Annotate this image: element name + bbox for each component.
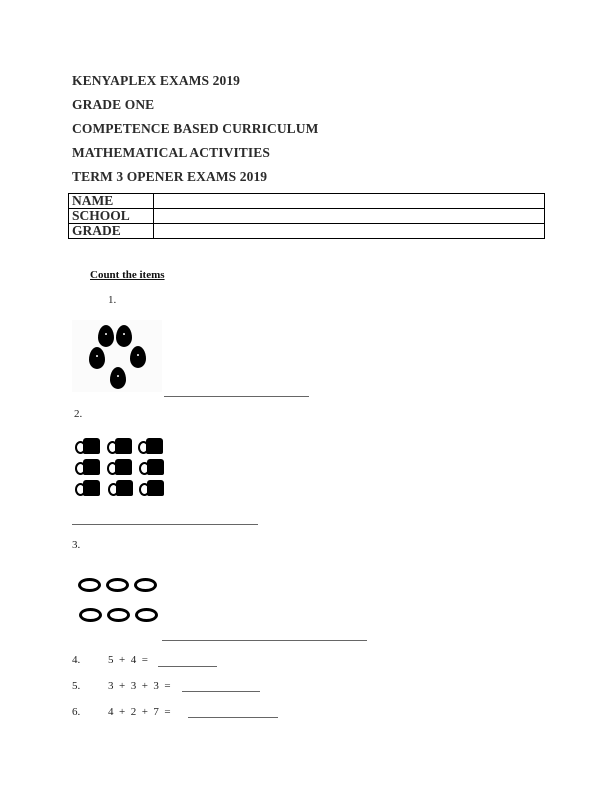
term-heading: TERM 3 OPENER EXAMS 2019 xyxy=(72,169,268,184)
mug-icon xyxy=(138,438,165,454)
question-2-answer-line[interactable] xyxy=(72,524,258,525)
grade-field[interactable] xyxy=(154,224,545,239)
exam-title: KENYAPLEX EXAMS 2019 xyxy=(72,73,241,88)
question-4-answer-line[interactable] xyxy=(158,666,217,667)
table-row-school xyxy=(69,209,545,224)
question-6-answer-line[interactable] xyxy=(188,717,278,718)
egg-icon xyxy=(110,367,126,389)
question-6-equation: 4 + 2 + 7 = xyxy=(108,706,171,718)
table-row-grade xyxy=(69,224,545,239)
question-3-answer-line[interactable] xyxy=(162,640,367,641)
mug-icon xyxy=(139,480,166,496)
grade-heading: GRADE ONE xyxy=(72,97,155,112)
subject-heading: MATHEMATICAL ACTIVITIES xyxy=(72,145,270,160)
mug-icon xyxy=(75,480,102,496)
egg-picture xyxy=(72,320,162,392)
question-1-answer-line[interactable] xyxy=(164,396,309,397)
school-label: SCHOOL xyxy=(69,209,154,224)
mug-icon xyxy=(107,459,134,475)
mug-icon xyxy=(108,480,135,496)
grade-label: GRADE xyxy=(69,224,154,239)
question-3-number: 3. xyxy=(72,539,81,551)
name-field[interactable] xyxy=(154,194,545,209)
ring-icon xyxy=(106,578,129,592)
curriculum-heading: COMPETENCE BASED CURRICULUM xyxy=(72,121,319,136)
ring-icon xyxy=(135,608,158,622)
egg-icon xyxy=(116,325,132,347)
question-2-number: 2. xyxy=(74,408,83,420)
egg-icon xyxy=(130,346,146,368)
table-row-name xyxy=(69,194,545,209)
question-1-number: 1. xyxy=(108,294,117,306)
school-field[interactable] xyxy=(154,209,545,224)
ring-picture xyxy=(78,578,162,626)
question-4-number: 4. xyxy=(72,654,81,666)
ring-icon xyxy=(107,608,130,622)
mug-icon xyxy=(75,438,102,454)
question-4-equation: 5 + 4 = xyxy=(108,654,148,666)
name-label: NAME xyxy=(69,194,154,209)
mug-picture xyxy=(75,438,175,498)
mug-icon xyxy=(75,459,102,475)
egg-icon xyxy=(89,347,105,369)
question-6-number: 6. xyxy=(72,706,81,718)
question-5-equation: 3 + 3 + 3 = xyxy=(108,680,171,692)
ring-icon xyxy=(78,578,101,592)
section-title: Count the items xyxy=(90,269,165,281)
student-info-table xyxy=(68,193,545,239)
question-5-number: 5. xyxy=(72,680,81,692)
mug-icon xyxy=(107,438,134,454)
question-5-answer-line[interactable] xyxy=(182,691,260,692)
ring-icon xyxy=(134,578,157,592)
egg-icon xyxy=(98,325,114,347)
ring-icon xyxy=(79,608,102,622)
mug-icon xyxy=(139,459,166,475)
